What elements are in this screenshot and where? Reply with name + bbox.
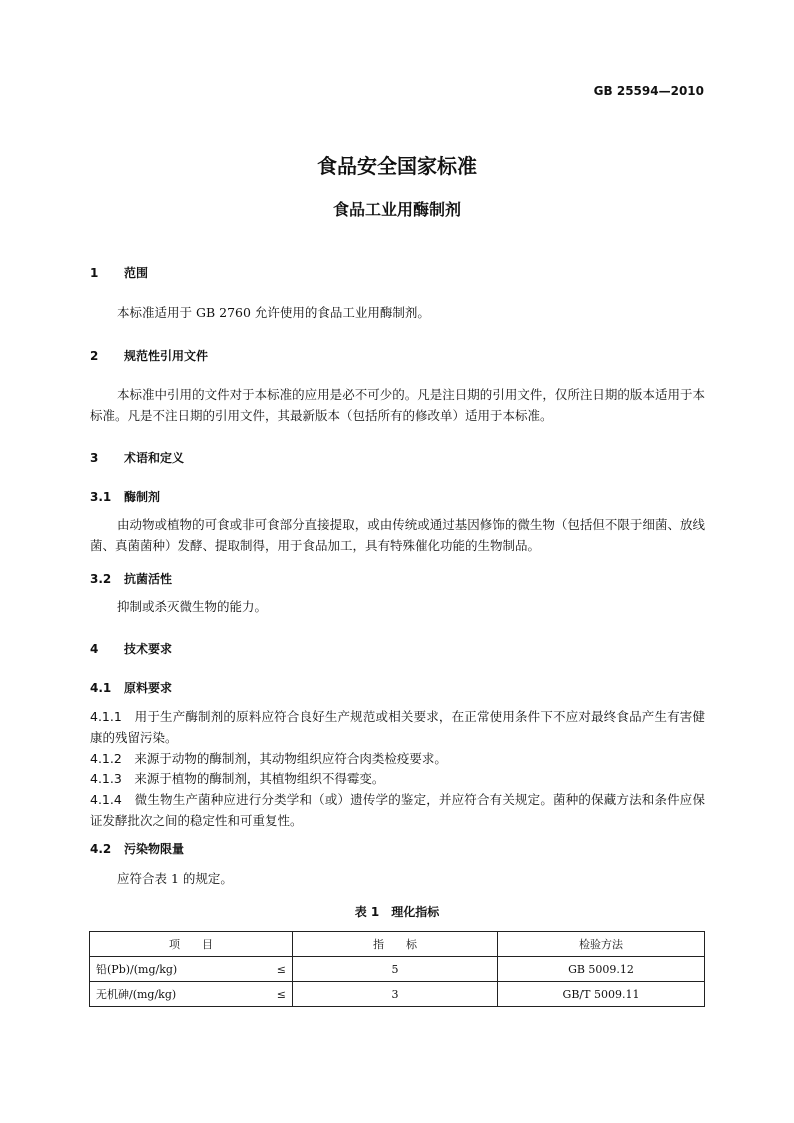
section-title: 酶制剂: [124, 490, 161, 504]
section-heading-1: [90, 264, 148, 281]
row-item-cell: [90, 982, 293, 1007]
header-item: 项 目: [90, 932, 293, 957]
section-title: 抗菌活性: [124, 572, 173, 586]
row-value: 5: [293, 957, 498, 982]
clause-4-1-3: [90, 768, 705, 789]
section-heading-2: [90, 347, 208, 364]
standard-code: GB 25594—2010: [593, 84, 704, 98]
document-title: 食品安全国家标准: [317, 154, 477, 178]
table-row: [90, 957, 705, 982]
section-1-text: 本标准适用于 GB 2760 允许使用的食品工业用酶制剂。: [117, 305, 430, 320]
section-heading-4-2: [90, 840, 184, 857]
row-item-cell: [90, 957, 293, 982]
section-number: 3: [90, 451, 99, 465]
section-number: 2: [90, 349, 99, 363]
section-title: 规范性引用文件: [124, 349, 209, 363]
row-operator: ≤: [276, 962, 286, 976]
table-header-row: [90, 932, 705, 957]
header-method: 检验方法: [498, 932, 705, 957]
clause-text: 来源于动物的酶制剂，其动物组织应符合肉类检疫要求。: [134, 751, 447, 766]
physicochemical-table: [89, 931, 705, 1007]
header-indicator: 指 标: [293, 932, 498, 957]
clause-text: 来源于植物的酶制剂，其植物组织不得霉变。: [134, 771, 385, 786]
row-value: 3: [293, 982, 498, 1007]
section-number: 3.1: [90, 490, 112, 504]
row-item: 铅(Pb)/(mg/kg): [96, 963, 178, 976]
clause-number: 4.1.1: [90, 709, 122, 724]
clause-text: 用于生产酶制剂的原料应符合良好生产规范或相关要求，在正常使用条件下不应对最终食品产生有害健康的残留污染。: [90, 709, 705, 745]
section-heading-4-1: [90, 679, 172, 696]
section-heading-3-2: [90, 570, 172, 587]
section-title: 范围: [124, 266, 149, 280]
section-2-text: 本标准中引用的文件对于本标准的应用是必不可少的。凡是注日期的引用文件，仅所注日期的版本适用于本标准。凡是不注日期的引用文件，其最新版本（包括所有的修改单）适用于本标准。: [90, 387, 705, 423]
document-subtitle: 食品工业用酶制剂: [332, 200, 461, 219]
section-heading-3: [90, 449, 184, 466]
row-method: GB/T 5009.11: [498, 982, 705, 1007]
table-row: [90, 982, 705, 1007]
section-heading-4: [90, 640, 172, 657]
table-caption: 表 1 理化指标: [354, 905, 440, 919]
row-item: 无机砷/(mg/kg): [96, 988, 177, 1001]
clause-number: 4.1.3: [90, 771, 122, 786]
section-heading-3-1: [90, 488, 160, 505]
section-title: 原料要求: [124, 681, 173, 695]
section-number: 3.2: [90, 572, 112, 586]
row-operator: ≤: [276, 987, 286, 1001]
clause-4-1-1: [90, 706, 705, 748]
clause-text: 微生物生产菌种应进行分类学和（或）遗传学的鉴定，并应符合有关规定。菌种的保藏方法和条件应保证发酵批次之间的稳定性和可重复性。: [90, 792, 705, 828]
section-number: 4: [90, 642, 99, 656]
clause-4-1-2: [90, 748, 705, 769]
section-number: 4.1: [90, 681, 112, 695]
section-3-1-text: 由动物或植物的可食或非可食部分直接提取，或由传统或通过基因修饰的微生物（包括但不限于细菌、放线菌、真菌菌种）发酵、提取制得，用于食品加工，具有特殊催化功能的生物制品。: [90, 517, 705, 553]
clause-number: 4.1.4: [90, 792, 122, 807]
row-method: GB 5009.12: [498, 957, 705, 982]
clause-number: 4.1.2: [90, 751, 122, 766]
section-title: 污染物限量: [124, 842, 185, 856]
section-number: 1: [90, 266, 99, 280]
section-title: 技术要求: [124, 642, 173, 656]
section-number: 4.2: [90, 842, 112, 856]
section-4-2-text: 应符合表 1 的规定。: [117, 871, 233, 886]
section-title: 术语和定义: [124, 451, 185, 465]
clause-4-1-4: [90, 789, 705, 831]
section-3-2-text: 抑制或杀灭微生物的能力。: [117, 599, 268, 614]
